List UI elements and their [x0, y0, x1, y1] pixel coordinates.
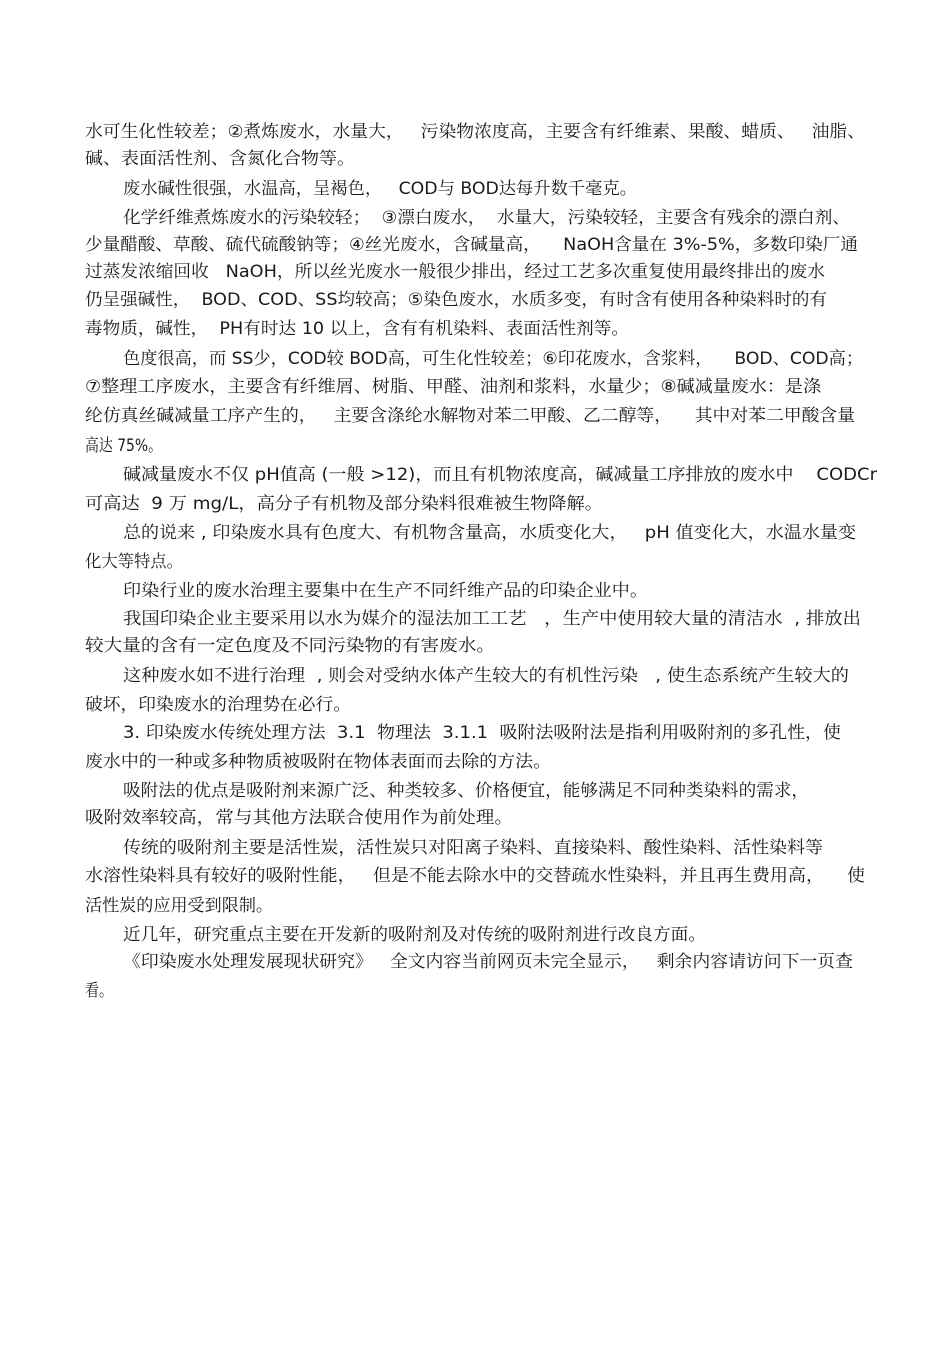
- text-line: 看。: [85, 981, 113, 1001]
- text-line: 毒物质，碱性， PH有时达 10 以上，含有有机染料、表面活性剂等。: [85, 319, 629, 339]
- text-line: 这种废水如不进行治理 , 则会对受纳水体产生较大的有机性污染 , 使生态系统产生较大的: [123, 666, 850, 686]
- text-line: 过蒸发浓缩回收 NaOH，所以丝光废水一般很少排出，经过工艺多次重复使用最终排出的废水: [85, 262, 825, 282]
- text-line: 碱减量废水不仅 pH值高 (一般 >12)，而且有机物浓度高，碱减量工序排放的废水中 CODCr: [123, 465, 878, 485]
- text-line: 吸附效率较高，常与其他方法联合使用作为前处理。: [85, 808, 513, 828]
- text-line: 传统的吸附剂主要是活性炭，活性炭只对阳离子染料、直接染料、酸性染料、活性染料等: [123, 838, 823, 858]
- text-line: 化学纤维煮炼废水的污染较轻； ③漂白废水， 水量大，污染较轻，主要含有残余的漂白剂、: [123, 208, 851, 228]
- text-line: 高达 75%。: [85, 436, 163, 456]
- text-line: 破坏，印染废水的治理势在必行。: [85, 695, 351, 715]
- text-line: 废水碱性很强，水温高，呈褐色， COD与 BOD达每升数千毫克。: [123, 179, 637, 199]
- text-line: 活性炭的应用受到限制。: [85, 896, 274, 916]
- text-line: 化大等特点。: [85, 552, 184, 572]
- text-line: 废水中的一种或多种物质被吸附在物体表面而去除的方法。: [85, 752, 552, 772]
- text-line: 仍呈强碱性， BOD、COD、SS均较高；⑤染色废水，水质多变，有时含有使用各种染料时的有: [85, 290, 828, 310]
- text-line: 纶仿真丝碱减量工序产生的， 主要含涤纶水解物对苯二甲酸、乙二醇等， 其中对苯二甲酸含量: [85, 406, 856, 426]
- text-line: 总的说来 , 印染废水具有色度大、有机物含量高，水质变化大， pH 值变化大，水温水量变: [123, 523, 857, 543]
- text-line: ⑦整理工序废水，主要含有纤维屑、树脂、甲醛、油剂和浆料，水量少；⑧碱减量废水：是涤: [85, 377, 821, 397]
- text-line: 较大量的含有一定色度及不同污染物的有害废水。: [85, 636, 496, 656]
- text-line: 吸附法的优点是吸附剂来源广泛、种类较多、价格便宜，能够满足不同种类染料的需求，: [123, 781, 810, 801]
- text-line: 碱、表面活性剂、含氮化合物等。: [85, 149, 355, 169]
- text-line: 可高达 9 万 mg/L，高分子有机物及部分染料很难被生物降解。: [85, 494, 604, 514]
- text-line: 印染行业的废水治理主要集中在生产不同纤维产品的印染企业中。: [123, 581, 648, 601]
- text-line: 水可生化性较差；②煮炼废水，水量大， 污染物浓度高，主要含有纤维素、果酸、蜡质、 油脂、: [85, 122, 866, 142]
- text-line: 3. 印染废水传统处理方法 3.1 物理法 3.1.1 吸附法吸附法是指利用吸附剂的多孔性，使: [123, 723, 842, 743]
- text-line: 水溶性染料具有较好的吸附性能， 但是不能去除水中的交替疏水性染料，并且再生费用高， 使: [85, 866, 866, 886]
- text-line: 《印染废水处理发展现状研究》 全文内容当前网页未完全显示， 剩余内容请访问下一页查: [123, 952, 853, 972]
- text-line: 近几年，研究重点主要在开发新的吸附剂及对传统的吸附剂进行改良方面。: [123, 925, 706, 945]
- text-line: 少量醋酸、草酸、硫代硫酸钠等；④丝光废水，含碱量高， NaOH含量在 3%-5%，多数印染厂通: [85, 235, 858, 255]
- text-line: 色度很高，而 SS少，COD较 BOD高，可生化性较差；⑥印花废水，含浆料， BOD、COD高；: [123, 349, 864, 369]
- text-line: 我国印染企业主要采用以水为媒介的湿法加工工艺 ，生产中使用较大量的清洁水 , 排放出: [123, 609, 861, 629]
